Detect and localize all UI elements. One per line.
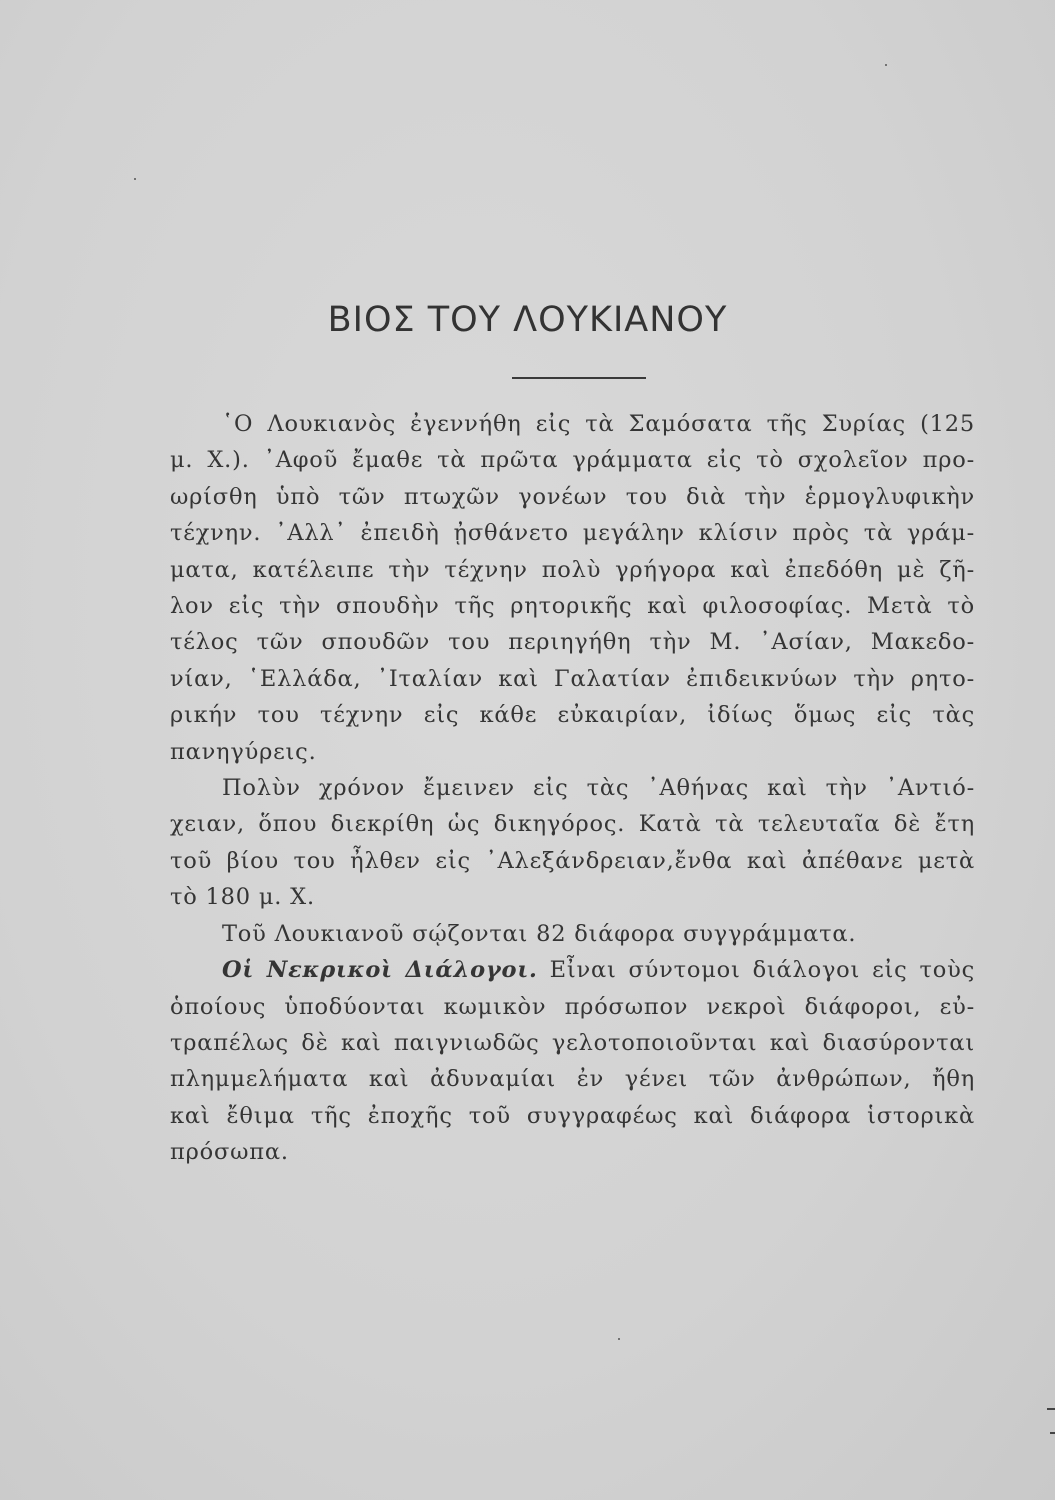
text-line: χειαν, ὅπου διεκρίθη ὡς δικηγόρος. Κατὰ τὰ τελευταῖα δὲ ἔτη xyxy=(170,811,975,838)
paragraph-birth xyxy=(170,406,975,770)
text-line: πρόσωπα. xyxy=(170,1139,289,1166)
dialogues-first-line: Εἶναι σύντομοι διάλογοι εἰς τοὺς xyxy=(549,957,975,984)
page-title: ΒΙΟΣ ΤΟΥ ΛΟΥΚΙΑΝΟΥ xyxy=(327,300,728,340)
paper-speck xyxy=(134,178,136,180)
text-line: τέλος τῶν σπουδῶν του περιηγήθη τὴν Μ. ᾿Ασίαν, Μακεδο- xyxy=(170,629,975,656)
text-line: λον εἰς τὴν σπουδὴν τῆς ρητορικῆς καὶ φιλοσοφίας. Μετὰ τὸ xyxy=(170,593,975,620)
body-text xyxy=(170,406,975,1171)
text-line: καὶ ἔθιμα τῆς ἐποχῆς τοῦ συγγραφέως καὶ διάφορα ἱστορικὰ xyxy=(170,1102,975,1129)
text-line: πλημμελήματα καὶ ἀδυναμίαι ἐν γένει τῶν ἀνθρώπων, ἤθη xyxy=(170,1066,975,1093)
paper-speck xyxy=(618,1338,620,1340)
text-line: ὁποίους ὑποδύονται κωμικὸν πρόσωπον νεκροὶ διάφοροι, εὐ- xyxy=(170,993,975,1020)
paper-speck xyxy=(885,64,887,66)
text-line: ρικήν του τέχνην εἰς κάθε εὐκαιρίαν, ἰδίως ὅμως εἰς τὰς xyxy=(170,702,975,729)
text-line: τὸ 180 μ. Χ. xyxy=(170,884,315,911)
text-line: ῾Ο Λουκιανὸς ἐγεννήθη εἰς τὰ Σαμόσατα τῆς Συρίας (125 xyxy=(222,411,975,437)
text-line: νίαν, ῾Ελλάδα, ᾿Ιταλίαν καὶ Γαλατίαν ἐπιδεικνύων τὴν ρητο- xyxy=(170,665,975,692)
text-line: ωρίσθη ὑπὸ τῶν πτωχῶν γονέων του διὰ τὴν ἑρμογλυφικὴν xyxy=(170,483,975,510)
text-line: Πολὺν χρόνον ἔμεινεν εἰς τὰς ᾿Αθήνας καὶ τὴν ᾿Αντιό- xyxy=(222,775,975,802)
text-line: μ. Χ.). ᾿Αφοῦ ἔμαθε τὰ πρῶτα γράμματα εἰς τὸ σχολεῖον προ- xyxy=(170,447,975,474)
edge-mark xyxy=(1047,1408,1055,1410)
text-line xyxy=(170,952,975,988)
paragraph-career xyxy=(170,770,975,916)
paragraph-works xyxy=(170,916,975,952)
text-line: πανηγύρεις. xyxy=(170,738,317,765)
text-line: τοῦ βίου του ἦλθεν εἰς ᾿Αλεξάνδρειαν,ἔνθα καὶ ἀπέθανε μετὰ xyxy=(170,847,975,874)
title-divider xyxy=(512,377,646,379)
dialogues-heading: Οἱ Νεκρικοὶ Διάλογοι. xyxy=(222,957,538,984)
text-line: Τοῦ Λουκιανοῦ σῴζονται 82 διάφορα συγγράμματα. xyxy=(222,920,857,947)
text-line: τέχνην. ᾿Αλλ᾿ ἐπειδὴ ᾐσθάνετο μεγάλην κλίσιν πρὸς τὰ γράμ- xyxy=(170,520,975,547)
text-line: τραπέλως δὲ καὶ παιγνιωδῶς γελοτοποιοῦνται καὶ διασύρονται xyxy=(170,1029,975,1056)
edge-mark xyxy=(1050,1432,1055,1434)
text-line: ματα, κατέλειπε τὴν τέχνην πολὺ γρήγορα καὶ ἐπεδόθη μὲ ζῆ- xyxy=(170,556,975,583)
paragraph-dialogues xyxy=(170,952,975,1170)
